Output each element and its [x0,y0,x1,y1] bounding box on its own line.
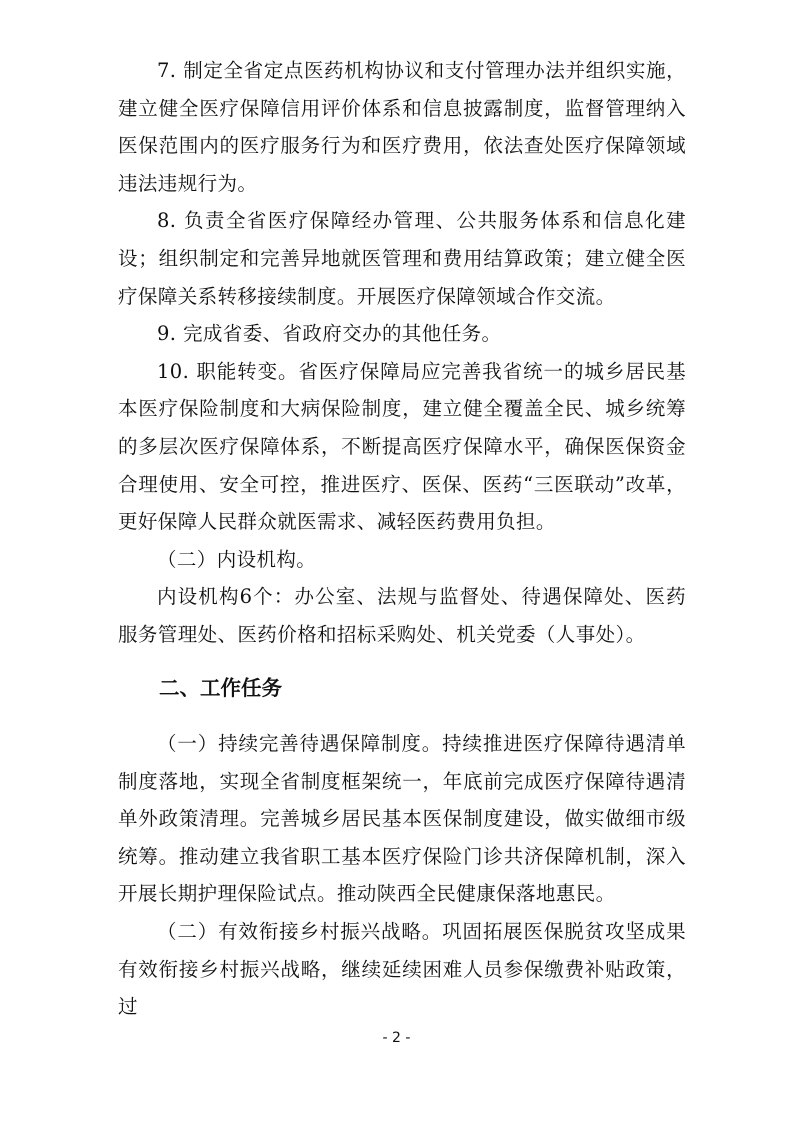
page-number: - 2 - [382,1030,411,1046]
paragraph-item-8: 8. 负责全省医疗保障经办管理、公共服务体系和信息化建设；组织制定和完善异地就医管理和费用结算政策；建立健全医疗保障关系转移接续制度。开展医疗保障领域合作交流。 [118,209,686,308]
subsection-heading-internal-departments: （二）内设机构。 [157,547,317,571]
section-heading-work-tasks: 二、工作任务 [159,675,282,700]
paragraph-internal-departments: 内设机构6个：办公室、法规与监督处、待遇保障处、医药服务管理处、医药价格和招标采购处、机关党委（人事处）。 [118,585,686,646]
document-body [118,52,686,1026]
paragraph-item-7: 7. 制定全省定点医药机构协议和支付管理办法并组织实施，建立健全医疗保障信用评价体系和信息披露制度，监督管理纳入医保范围内的医疗服务行为和医疗费用，依法查处医疗保障领域违法违规行为。 [118,59,686,195]
paragraph-item-10: 10. 职能转变。省医疗保障局应完善我省统一的城乡居民基本医疗保险制度和大病保险制度，建立健全覆盖全民、城乡统筹的多层次医疗保障体系，不断提高医疗保障水平，确保医保资金合理使用、安全可控，推进医疗、医保、医药“三医联动”改革，更好保障人民群众就医需求、减轻医药费用负担。 [118,359,686,534]
paragraph-task-1: （一）持续完善待遇保障制度。持续推进医疗保障待遇清单制度落地，实现全省制度框架统一，年底前完成医疗保障待遇清单外政策清理。完善城乡居民基本医保制度建设，做实做细市级统筹。推动建立我省职工基本医疗保险门诊共济保障机制，深入开展长期护理保险试点。推动陕西全民健康保落地惠民。 [118,732,686,906]
paragraph-task-2: （二）有效衔接乡村振兴战略。巩固拓展医保脱贫攻坚成果有效衔接乡村振兴战略，继续延续困难人员参保缴费补贴政策，过 [118,920,686,1019]
paragraph-item-9: 9. 完成省委、省政府交办的其他任务。 [157,322,502,346]
